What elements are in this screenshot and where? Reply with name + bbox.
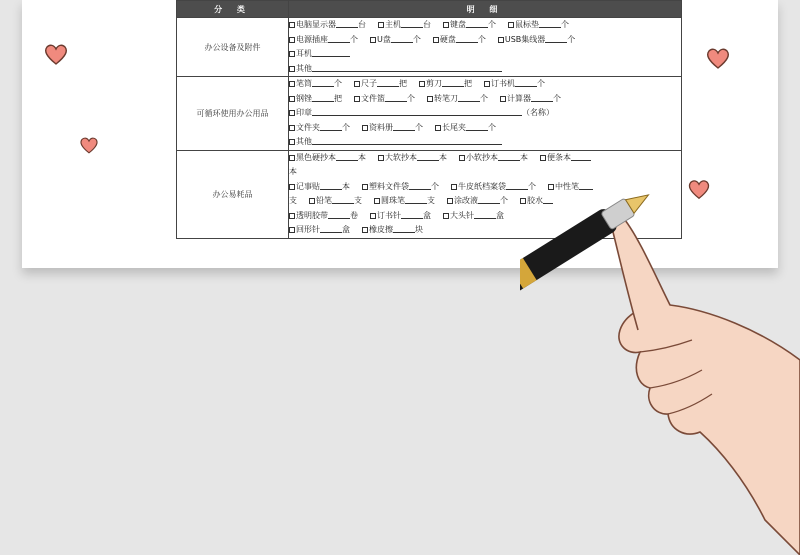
item-label: 键盘: [450, 20, 466, 29]
supply-item[interactable]: [435, 121, 496, 136]
supply-item[interactable]: [289, 18, 366, 33]
item-label: 大头针: [450, 210, 474, 220]
checkbox[interactable]: [289, 110, 295, 116]
unit-label: 本: [358, 152, 366, 162]
checkbox[interactable]: [289, 96, 295, 102]
quantity-blank[interactable]: [336, 152, 358, 161]
item-label: 尺子: [361, 79, 377, 88]
quantity-blank[interactable]: [391, 34, 413, 43]
heart-icon: [42, 40, 70, 68]
checkbox[interactable]: [289, 213, 295, 219]
supply-item[interactable]: [508, 18, 569, 33]
unit-label: 盒: [423, 210, 431, 220]
checkbox[interactable]: [362, 227, 368, 233]
unit-label: 把: [464, 79, 472, 88]
checkbox[interactable]: [289, 37, 295, 43]
category-label: 办公设备及附件: [177, 18, 289, 77]
item-label: 电源插座: [296, 34, 328, 44]
quantity-blank[interactable]: [571, 152, 591, 161]
supply-item[interactable]: [419, 77, 472, 92]
supply-item[interactable]: [289, 121, 350, 136]
unit-label: 个: [553, 93, 561, 103]
detail-line: [289, 33, 681, 48]
item-label: 大软抄本: [385, 152, 417, 162]
item-label: 支: [289, 196, 297, 205]
supply-item[interactable]: [498, 33, 575, 48]
unit-label: 台: [423, 20, 431, 29]
detail-line: [289, 165, 681, 180]
unit-label: 卷: [350, 210, 358, 220]
unit-label: 个: [528, 181, 536, 191]
supply-item[interactable]: [362, 180, 439, 195]
unit-label: 个: [407, 93, 415, 103]
detail-line: [289, 77, 681, 92]
item-label: 钢锉: [296, 93, 312, 103]
supply-item[interactable]: [289, 33, 358, 48]
quantity-blank[interactable]: [312, 136, 502, 145]
category-label: 办公易耗品: [177, 150, 289, 238]
quantity-blank[interactable]: [456, 34, 478, 43]
item-label: 计算器: [507, 93, 531, 103]
heart-icon: [78, 134, 100, 156]
checkbox[interactable]: [500, 96, 506, 102]
unit-label: 个: [537, 79, 545, 88]
checkbox[interactable]: [435, 125, 441, 131]
supply-item[interactable]: [484, 77, 545, 92]
supply-item[interactable]: [540, 151, 591, 166]
item-label: 转笔刀: [434, 93, 458, 103]
item-label: 印章: [296, 108, 312, 117]
unit-label: 个: [342, 122, 350, 132]
supply-item[interactable]: [443, 209, 504, 224]
item-label: 硬盘: [439, 34, 456, 44]
unit-label: 支: [354, 196, 362, 205]
item-label: 回形针: [296, 225, 320, 234]
unit-label: 个: [334, 79, 342, 88]
supply-item[interactable]: [289, 223, 350, 238]
unit-label: 个: [561, 20, 569, 29]
unit-label: 个: [500, 196, 508, 205]
quantity-blank[interactable]: [539, 19, 561, 28]
checkbox[interactable]: [378, 155, 384, 161]
item-label: 圆珠笔: [381, 196, 405, 205]
checkbox[interactable]: [289, 51, 295, 57]
detail-line: [289, 151, 681, 166]
unit-label: 把: [334, 93, 342, 103]
detail-line: [289, 62, 681, 77]
supply-item[interactable]: [289, 165, 297, 180]
unit-label: 个: [477, 34, 486, 44]
checkbox[interactable]: [540, 155, 546, 161]
unit-label: 个: [431, 181, 439, 191]
item-label: 笔筒: [296, 79, 312, 88]
item-label: 长尾夹: [442, 122, 466, 132]
detail-line: [289, 47, 681, 62]
item-label: 耳机: [296, 49, 312, 58]
checkbox[interactable]: [447, 198, 453, 204]
quantity-blank[interactable]: [531, 93, 553, 102]
unit-label: 本: [439, 152, 447, 162]
item-label: 牛皮纸档案袋: [458, 181, 506, 191]
item-label: 资料册: [369, 122, 393, 132]
supply-item[interactable]: [370, 33, 421, 48]
item-label: 透明胶带: [296, 210, 328, 220]
detail-cell: [289, 77, 682, 151]
checkbox[interactable]: [451, 184, 457, 190]
unit-label: 支: [427, 196, 435, 205]
supply-item[interactable]: [289, 92, 342, 107]
item-label: 鼠标垫: [515, 20, 539, 29]
unit-label: 把: [399, 79, 407, 88]
quantity-blank[interactable]: [393, 122, 415, 131]
section-row: [177, 18, 682, 77]
supply-item[interactable]: [459, 151, 528, 166]
item-label: 塑料文件袋: [369, 181, 409, 191]
item-label: 涂改液: [454, 196, 478, 205]
quantity-blank[interactable]: [320, 122, 342, 131]
supply-item[interactable]: [289, 62, 502, 77]
quantity-blank[interactable]: [405, 195, 427, 204]
heart-icon: [704, 44, 732, 72]
item-label: 记事贴: [296, 181, 320, 191]
quantity-blank[interactable]: [515, 78, 537, 87]
quantity-blank[interactable]: [393, 224, 415, 233]
item-label: 电脑显示器: [296, 20, 336, 29]
quantity-blank[interactable]: [474, 210, 496, 219]
item-label: 订书机: [491, 79, 515, 88]
supply-item[interactable]: [354, 77, 407, 92]
unit-label: 个: [412, 34, 421, 44]
checkbox[interactable]: [433, 37, 439, 43]
supply-item[interactable]: [289, 47, 350, 62]
supply-item[interactable]: [370, 209, 431, 224]
detail-line: [289, 106, 681, 121]
detail-line: [289, 135, 681, 150]
supply-item[interactable]: [354, 92, 415, 107]
item-label: 小软抄本: [466, 152, 498, 162]
unit-label: 个: [488, 20, 496, 29]
item-label: USB集线器: [504, 34, 546, 44]
checkbox[interactable]: [374, 198, 380, 204]
hand-with-pen-illustration: [520, 180, 800, 555]
supply-item[interactable]: [289, 77, 342, 92]
quantity-blank[interactable]: [478, 195, 500, 204]
checkbox[interactable]: [289, 139, 295, 145]
checkbox[interactable]: [459, 155, 465, 161]
checkbox[interactable]: [443, 22, 449, 28]
supply-item[interactable]: [427, 92, 488, 107]
checkbox[interactable]: [309, 198, 315, 204]
category-label: 可循环使用办公用品: [177, 77, 289, 151]
quantity-blank[interactable]: [312, 63, 502, 72]
quantity-blank[interactable]: [320, 224, 342, 233]
header-row: [177, 1, 682, 18]
unit-label: 个: [567, 34, 576, 44]
quantity-blank[interactable]: [312, 107, 522, 116]
item-label: 文件篮: [361, 93, 385, 103]
supply-item[interactable]: [289, 151, 366, 166]
supply-item[interactable]: [362, 121, 423, 136]
item-label: 胶水: [527, 196, 543, 205]
checkbox[interactable]: [354, 81, 360, 87]
quantity-blank[interactable]: [401, 210, 423, 219]
unit-label: 个: [350, 34, 358, 44]
quantity-blank[interactable]: [312, 78, 334, 87]
supply-item[interactable]: [378, 18, 431, 33]
detail-line: [289, 92, 681, 107]
quantity-blank[interactable]: [458, 93, 480, 102]
quantity-blank[interactable]: [545, 34, 567, 43]
quantity-blank[interactable]: [328, 210, 350, 219]
quantity-blank[interactable]: [417, 152, 439, 161]
quantity-blank[interactable]: [385, 93, 407, 102]
checkbox[interactable]: [289, 22, 295, 28]
checkbox[interactable]: [289, 81, 295, 87]
checkbox[interactable]: [289, 66, 295, 72]
detail-cell: [289, 18, 682, 77]
quantity-blank[interactable]: [442, 78, 464, 87]
unit-label: 盒: [496, 210, 504, 220]
unit-label: 台: [358, 20, 366, 29]
section-row: [177, 77, 682, 151]
unit-label: 个: [480, 93, 488, 103]
supply-item[interactable]: [362, 223, 423, 238]
unit-label: 个: [488, 122, 496, 132]
checkbox[interactable]: [289, 184, 295, 190]
supply-item[interactable]: [500, 92, 561, 107]
quantity-blank[interactable]: [312, 48, 350, 57]
unit-label: （名称）: [522, 108, 554, 117]
supply-item[interactable]: [289, 106, 554, 121]
checkbox[interactable]: [484, 81, 490, 87]
supply-item[interactable]: [289, 194, 297, 209]
item-label: 其他: [296, 63, 312, 73]
item-label: 铅笔: [316, 196, 332, 205]
detail-line: [289, 121, 681, 136]
detail-line: [289, 18, 681, 33]
quantity-blank[interactable]: [498, 152, 520, 161]
item-label: 中性笔: [555, 181, 579, 191]
item-label: 剪刀: [426, 79, 442, 88]
quantity-blank[interactable]: [328, 34, 350, 43]
checkbox[interactable]: [289, 227, 295, 233]
quantity-blank[interactable]: [312, 93, 334, 102]
supply-item[interactable]: [443, 18, 496, 33]
item-label: U盘: [377, 34, 391, 44]
quantity-blank[interactable]: [332, 195, 354, 204]
quantity-blank[interactable]: [409, 181, 431, 190]
checkbox[interactable]: [443, 213, 449, 219]
item-label: 橡皮擦: [369, 225, 393, 234]
supply-item[interactable]: [289, 180, 350, 195]
item-label: 订书针: [377, 210, 401, 220]
item-label: 主机: [385, 20, 401, 29]
supply-item[interactable]: [309, 194, 362, 209]
checkbox[interactable]: [498, 37, 504, 43]
item-label: 本: [289, 167, 297, 176]
checkbox[interactable]: [378, 22, 384, 28]
item-label: 便条本: [547, 152, 571, 162]
quantity-blank[interactable]: [377, 78, 399, 87]
unit-label: 盒: [342, 225, 350, 234]
checkbox[interactable]: [289, 125, 295, 131]
checkbox[interactable]: [289, 155, 295, 161]
checkbox[interactable]: [427, 96, 433, 102]
checkbox[interactable]: [508, 22, 514, 28]
unit-label: 块: [415, 225, 423, 234]
item-label: 文件夹: [296, 122, 320, 132]
checkbox[interactable]: [370, 213, 376, 219]
checkbox[interactable]: [362, 125, 368, 131]
supply-item[interactable]: [289, 135, 502, 150]
supply-item[interactable]: [378, 151, 447, 166]
checkbox[interactable]: [354, 96, 360, 102]
checkbox[interactable]: [419, 81, 425, 87]
checkbox[interactable]: [370, 37, 376, 43]
quantity-blank[interactable]: [336, 19, 358, 28]
quantity-blank[interactable]: [320, 181, 342, 190]
quantity-blank[interactable]: [466, 19, 488, 28]
item-label: 黑色硬抄本: [296, 152, 336, 162]
unit-label: 个: [415, 122, 423, 132]
unit-label: 本: [342, 181, 350, 191]
supply-item[interactable]: [289, 209, 358, 224]
quantity-blank[interactable]: [401, 19, 423, 28]
supply-item[interactable]: [374, 194, 435, 209]
header-category: 分 类: [177, 1, 289, 18]
quantity-blank[interactable]: [466, 122, 488, 131]
unit-label: 本: [520, 152, 528, 162]
supply-item[interactable]: [433, 33, 486, 48]
checkbox[interactable]: [362, 184, 368, 190]
item-label: 其他: [296, 137, 312, 146]
supply-item[interactable]: [447, 194, 508, 209]
header-detail: 明 细: [289, 1, 682, 18]
